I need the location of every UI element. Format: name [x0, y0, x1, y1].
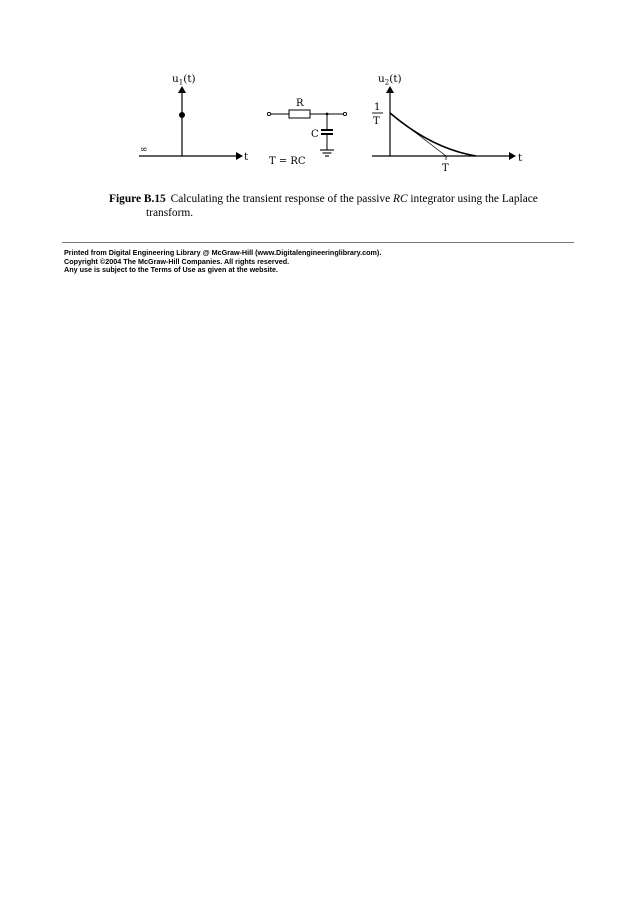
right-plot-y-arrow — [386, 86, 394, 93]
decay-curve — [390, 113, 476, 156]
left-plot-y-arrow — [178, 86, 186, 93]
infinity-label: ∞ — [140, 145, 148, 155]
right-plot-x-arrow — [509, 152, 516, 160]
capacitor-label: C — [311, 129, 319, 140]
resistor-label: R — [296, 98, 304, 109]
time-constant-label: T = RC — [269, 156, 306, 167]
left-plot-xlabel: t — [244, 151, 249, 163]
input-terminal — [267, 112, 270, 115]
caption-text-before: Calculating the transient response of the passive — [170, 193, 393, 205]
caption-text-after: integrator using the Laplace — [407, 193, 538, 205]
left-plot-ylabel: $u_1(t)$ — [172, 73, 196, 87]
y-tick-denominator: T — [373, 116, 380, 127]
right-plot-xlabel: t — [518, 152, 523, 164]
footer-line-1: Printed from Digital Engineering Library @ McGraw-Hill (www.Digitalengineeringlibrary.com). — [64, 248, 382, 257]
footer-line-2: Copyright ©2004 The McGraw-Hill Companies. All rights reserved. — [64, 256, 290, 266]
resistor — [289, 110, 310, 118]
figure-caption — [109, 192, 569, 220]
caption-label: Figure B.15 — [109, 193, 166, 205]
right-plot-ylabel: $u_2(t)$ — [378, 73, 402, 87]
caption-text-italic: RC — [392, 193, 408, 205]
right-plot — [372, 73, 523, 174]
y-tick-numerator: 1 — [374, 102, 381, 113]
x-tick-label: T — [442, 163, 449, 174]
left-plot — [139, 73, 249, 163]
caption-line2: transform. — [146, 207, 194, 219]
footer-line-3: Any use is subject to the Terms of Use as given at the website. — [64, 265, 278, 275]
footer-notice — [64, 249, 381, 275]
output-terminal — [343, 112, 346, 115]
tangent-line — [390, 113, 446, 156]
rc-circuit — [267, 98, 346, 167]
left-plot-x-arrow — [236, 152, 243, 160]
impulse-dot — [179, 112, 185, 118]
footer-divider — [62, 242, 574, 243]
